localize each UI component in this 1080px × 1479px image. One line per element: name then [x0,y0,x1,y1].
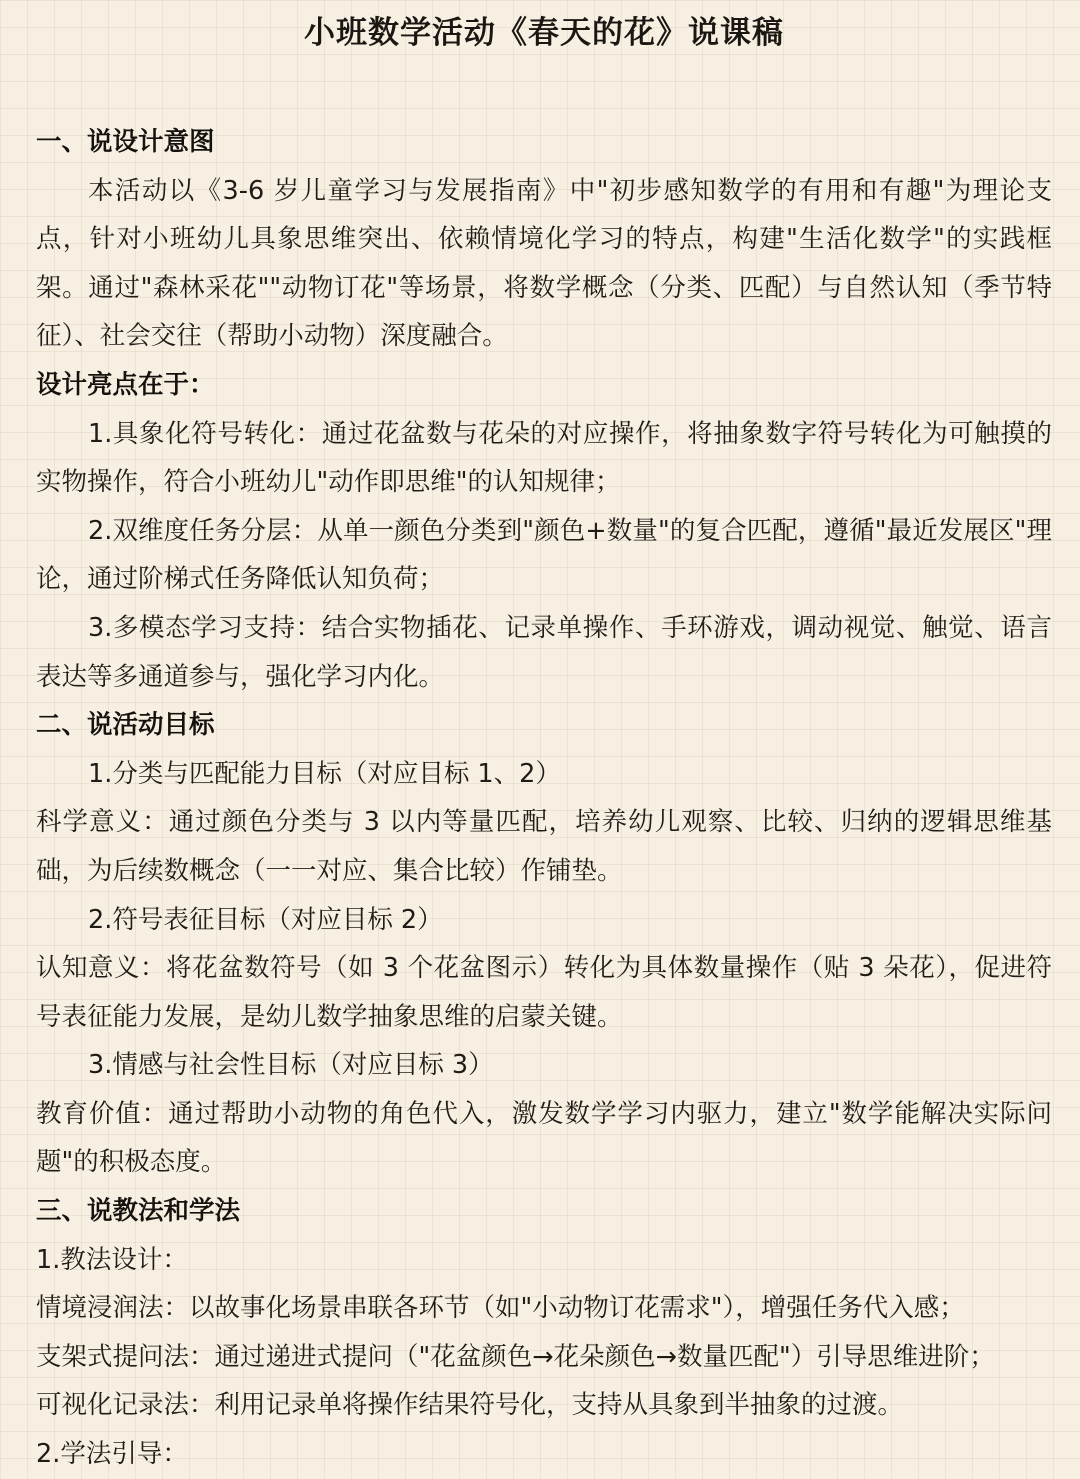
paragraph: 教育价值：通过帮助小动物的角色代入，激发数学学习内驱力，建立"数学能解决实际问题"的积极态度。 [36,1098,1052,1178]
list-item: 2.双维度任务分层：从单一颜色分类到"颜色+数量"的复合匹配，遵循"最近发展区"理论，通过阶梯式任务降低认知负荷； [36,515,1052,595]
document-body [36,118,1052,1479]
goal-item: 1.分类与匹配能力目标（对应目标 1、2） [88,758,561,789]
paragraph: 可视化记录法：利用记录单将操作结果符号化，支持从具象到半抽象的过渡。 [36,1390,904,1421]
paragraph: 本活动以《3-6 岁儿童学习与发展指南》中"初步感知数学的有用和有趣"为理论支点，针对小班幼儿具象思维突出、依赖情境化学习的特点，构建"生活化数学"的实践框架。通过"森林采花""动物订花"等场景，将数学概念（分类、匹配）与自然认知（季节特征）、社会交往（帮助小动物）深度融合。 [36,175,1052,352]
paragraph: 情境浸润法：以故事化场景串联各环节（如"小动物订花需求"），增强任务代入感； [36,1293,965,1324]
section-heading-activity-goals: 二、说活动目标 [36,710,215,741]
document-title: 小班数学活动《春天的花》说课稿 [304,15,784,51]
goal-item: 3.情感与社会性目标（对应目标 3） [88,1050,494,1081]
paragraph: 1.教法设计： [36,1244,188,1275]
section-heading-design-intent: 一、说设计意图 [36,127,215,157]
list-item: 1.具象化符号转化：通过花盆数与花朵的对应操作，将抽象数字符号转化为可触摸的实物操作，符合小班幼儿"动作即思维"的认知规律； [36,418,1052,498]
goal-item: 2.符号表征目标（对应目标 2） [88,904,443,935]
paragraph: 科学意义：通过颜色分类与 3 以内等量匹配，培养幼儿观察、比较、归纳的逻辑思维基础，为后续数概念（一一对应、集合比较）作铺垫。 [36,807,1052,886]
paragraph: 2.学法引导： [36,1439,188,1470]
subheading-design-highlights: 设计亮点在于： [36,369,215,400]
list-item: 3.多模态学习支持：结合实物插花、记录单操作、手环游戏，调动视觉、触觉、语言表达等多通道参与，强化学习内化。 [36,612,1052,692]
paragraph: 认知意义：将花盆数符号（如 3 个花盆图示）转化为具体数量操作（贴 3 朵花），促进符号表征能力发展，是幼儿数学抽象思维的启蒙关键。 [36,953,1052,1032]
section-heading-methods: 三、说教法和学法 [36,1196,241,1227]
paragraph: 支架式提问法：通过递进式提问（"花盆颜色→花朵颜色→数量匹配"）引导思维进阶； [36,1341,995,1372]
